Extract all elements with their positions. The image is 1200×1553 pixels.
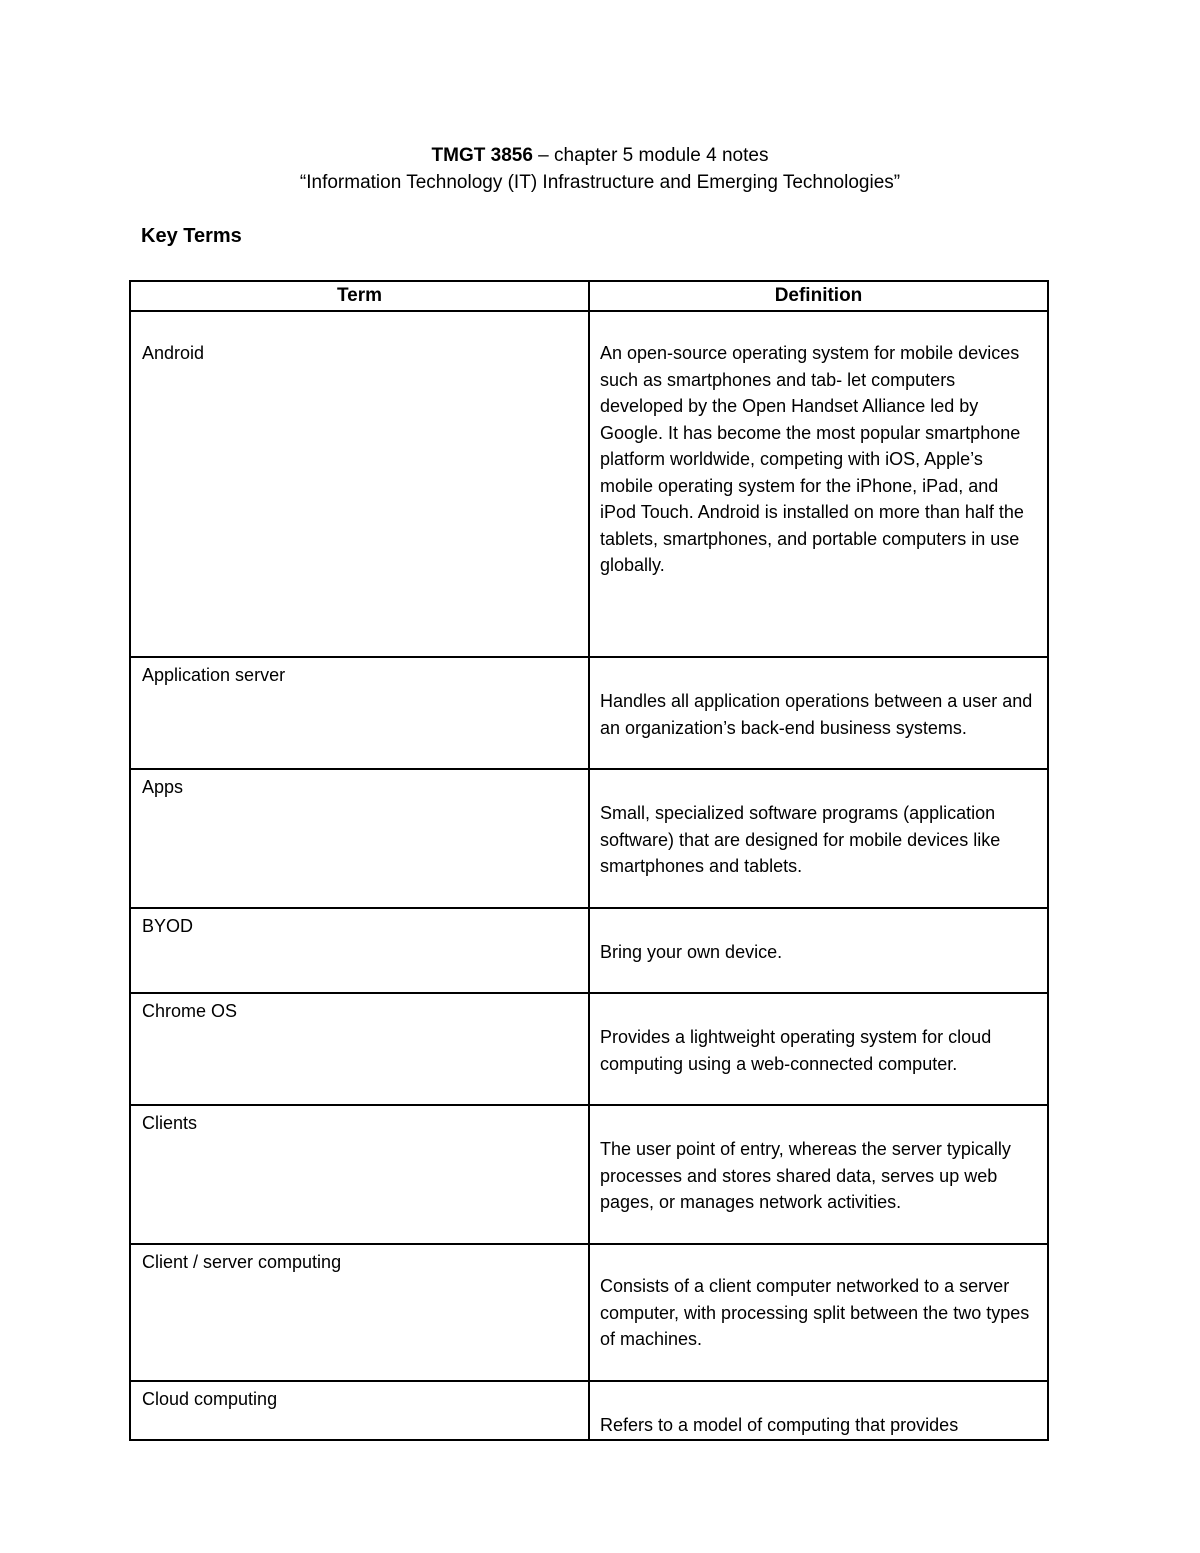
term-cell: Android — [130, 311, 589, 657]
section-heading: Key Terms — [141, 225, 242, 247]
definition-cell — [589, 1105, 1048, 1244]
table-row — [130, 1244, 1048, 1381]
document-header — [0, 142, 1200, 196]
definition-text: Refers to a model of computing that provides — [600, 1415, 959, 1435]
definition-text: Provides a lightweight operating system for cloud computing using a web-connected computer. — [600, 1027, 992, 1074]
term-cell: Apps — [130, 769, 589, 908]
term-cell: Application server — [130, 657, 589, 769]
definition-text: Small, specialized software programs (application software) that are designed for mobile devices like smartphones and tablets. — [600, 803, 1001, 876]
definition-text: Consists of a client computer networked to a server computer, with processing split between the two types of machines. — [600, 1276, 1030, 1349]
definition-cell — [589, 908, 1048, 993]
term-cell: Cloud computing — [130, 1381, 589, 1440]
term-cell: Chrome OS — [130, 993, 589, 1105]
chapter-label: – chapter 5 module 4 notes — [532, 145, 769, 166]
table-row — [130, 908, 1048, 993]
table-row — [130, 657, 1048, 769]
definition-cell — [589, 1244, 1048, 1381]
chapter-title: “Information Technology (IT) Infrastructure and Emerging Technologies” — [299, 172, 901, 193]
definition-cell — [589, 769, 1048, 908]
key-terms-table — [129, 280, 1049, 1441]
table-row — [130, 1381, 1048, 1440]
table-row — [130, 769, 1048, 908]
definition-cell — [589, 993, 1048, 1105]
definition-text: Handles all application operations between a user and an organization’s back-end business systems. — [600, 691, 1033, 738]
definition-text: An open-source operating system for mobile devices such as smartphones and tab- let computers developed by the Open Handset Alliance led by Google. It has become the most popular smartphone platform worldwide, competing with iOS, Apple’s mobile operating system for the iPhone, iPad, and iPod Touch. Android is installed on more than half the tablets, smartphones, and portable computers in use globally. — [600, 343, 1024, 575]
table-header-row — [130, 281, 1048, 311]
column-header-definition: Definition — [589, 281, 1048, 311]
definition-cell — [589, 1381, 1048, 1440]
course-line — [0, 142, 1200, 169]
table-row — [130, 1105, 1048, 1244]
table-row — [130, 993, 1048, 1105]
definition-cell — [589, 311, 1048, 657]
definition-text: The user point of entry, whereas the server typically processes and stores shared data, serves up web pages, or manages network activities. — [600, 1139, 1011, 1212]
term-cell: Clients — [130, 1105, 589, 1244]
course-code: TMGT 3856 — [431, 145, 533, 166]
definition-cell — [589, 657, 1048, 769]
term-cell: BYOD — [130, 908, 589, 993]
table-row — [130, 311, 1048, 657]
column-header-term: Term — [130, 281, 589, 311]
definition-text: Bring your own device. — [600, 942, 783, 962]
term-cell: Client / server computing — [130, 1244, 589, 1381]
